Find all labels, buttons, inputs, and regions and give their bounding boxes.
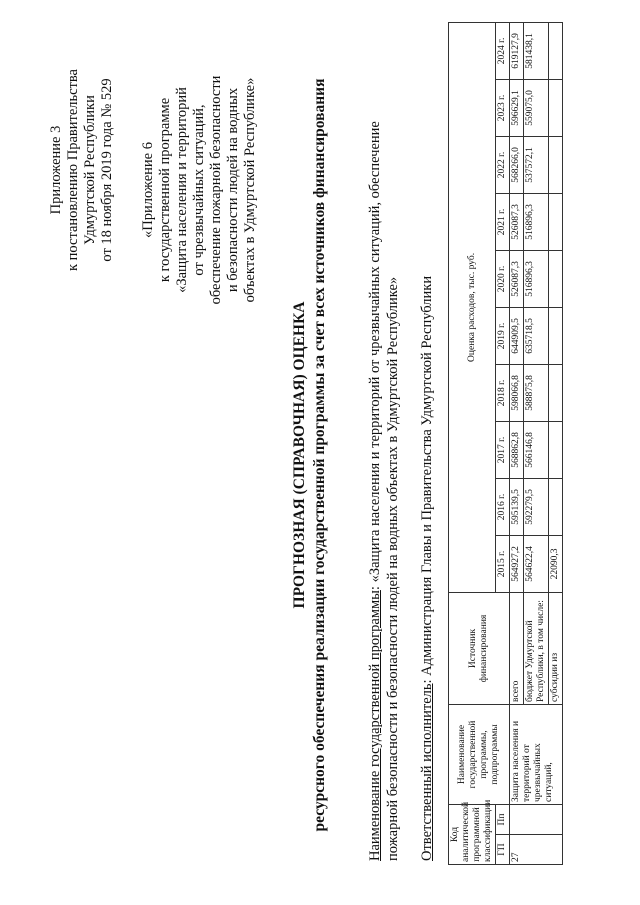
- executor-text: : Администрация Главы и Правительства Удмуртской Республики: [419, 275, 435, 684]
- appendix-3-line: к постановлению Правительства: [65, 69, 81, 271]
- estimate-header: Оценка расходов, тыс. руб.: [449, 22, 496, 592]
- gp-header: ГП: [496, 835, 510, 865]
- code-header: Код аналитической программной классификации: [449, 804, 496, 864]
- cell-value: [549, 421, 563, 478]
- row-source: субсидии из: [549, 592, 563, 704]
- cell-value: 516896,3: [524, 193, 549, 250]
- cell-value: 559075,0: [524, 79, 549, 136]
- cell-value: [549, 22, 563, 79]
- cell-value: 564622,4: [524, 535, 549, 592]
- heading-title: ПРОГНОЗНАЯ (СПРАВОЧНАЯ) ОЦЕНКА: [291, 301, 308, 609]
- row-source: бюджет Удмуртской Республики, в том числе:: [524, 592, 549, 704]
- cell-value: 595139,5: [510, 478, 524, 535]
- pp-header: Пп: [496, 804, 510, 834]
- year-header: 2017 г.: [496, 421, 510, 478]
- source-header: Источник финансирования: [449, 592, 510, 704]
- executor-block: [418, 31, 436, 861]
- year-header: 2022 г.: [496, 136, 510, 193]
- cell-value: 526087,3: [510, 193, 524, 250]
- row-program-name: Защита населения и территорий от чрезвычайных ситуаций,: [510, 704, 563, 804]
- program-name-block: [366, 31, 402, 861]
- year-header: 2021 г.: [496, 193, 510, 250]
- row-source: всего: [510, 592, 524, 704]
- name-header: Наименование государственной программы, подпрограммы: [449, 704, 510, 804]
- cell-value: [549, 364, 563, 421]
- table-row: [510, 22, 524, 864]
- cell-value: 568862,8: [510, 421, 524, 478]
- heading-subtitle: ресурсного обеспечения реализации государственной программы за счет всех источников финансирования: [311, 78, 328, 832]
- appendix-3-line: Приложение 3: [48, 125, 64, 215]
- appendix-6-line: обеспечение пожарной безопасности: [208, 75, 224, 305]
- appendix-6-line: и безопасности людей на водных: [225, 87, 241, 293]
- cell-value: [549, 307, 563, 364]
- appendix-3-header: [48, 20, 116, 320]
- cell-value: 537572,1: [524, 136, 549, 193]
- cell-value: [549, 79, 563, 136]
- executor-label: Ответственный исполнитель: [419, 683, 435, 861]
- cell-value: [549, 193, 563, 250]
- cell-value: [549, 136, 563, 193]
- row-code-gp: 27: [510, 835, 563, 865]
- cell-value: 596629,1: [510, 79, 524, 136]
- cell-value: 619127,9: [510, 22, 524, 79]
- year-header: 2023 г.: [496, 79, 510, 136]
- year-header: 2024 г.: [496, 22, 510, 79]
- year-header: 2015 г.: [496, 535, 510, 592]
- cell-value: 516896,3: [524, 250, 549, 307]
- cell-value: 598066,8: [510, 364, 524, 421]
- cell-value: 644909,5: [510, 307, 524, 364]
- cell-value: 564927,2: [510, 535, 524, 592]
- year-header: 2019 г.: [496, 307, 510, 364]
- cell-value: 592279,5: [524, 478, 549, 535]
- program-name-text: : «Защита населения и территорий от чрезвычайных ситуаций, обеспечение: [367, 121, 383, 591]
- program-name-label: Наименование государственной программы: [367, 590, 383, 861]
- appendix-3-line: от 18 ноября 2019 года № 529: [99, 78, 115, 262]
- cell-value: [549, 250, 563, 307]
- appendix-6-line: от чрезвычайных ситуаций,: [191, 104, 207, 276]
- cell-value: 566146,8: [524, 421, 549, 478]
- year-header: 2016 г.: [496, 478, 510, 535]
- row-code-pp: [510, 804, 563, 834]
- appendix-6-line: объектах в Удмуртской Республике»: [242, 77, 258, 303]
- cell-value: [549, 478, 563, 535]
- year-header: 2018 г.: [496, 364, 510, 421]
- appendix-6-line: «Приложение 6: [140, 142, 156, 238]
- appendix-3-line: Удмуртской Республики: [82, 95, 98, 245]
- year-header: 2020 г.: [496, 250, 510, 307]
- appendix-6-line: к государственной программе: [157, 97, 173, 283]
- cell-value: 635718,5: [524, 307, 549, 364]
- document-heading: [290, 45, 330, 865]
- cell-value: 22090,3: [549, 535, 563, 592]
- cell-value: 568266,0: [510, 136, 524, 193]
- cell-value: 526087,3: [510, 250, 524, 307]
- cell-value: 588875,8: [524, 364, 549, 421]
- program-name-text-cont: пожарной безопасности и безопасности людей на водных объектах в Удмуртской Республике»: [385, 276, 401, 861]
- appendix-6-header: [140, 30, 259, 350]
- cell-value: 581438,1: [524, 22, 549, 79]
- appendix-6-line: «Защита населения и территорий: [174, 87, 190, 293]
- resource-estimate-table: [448, 22, 563, 865]
